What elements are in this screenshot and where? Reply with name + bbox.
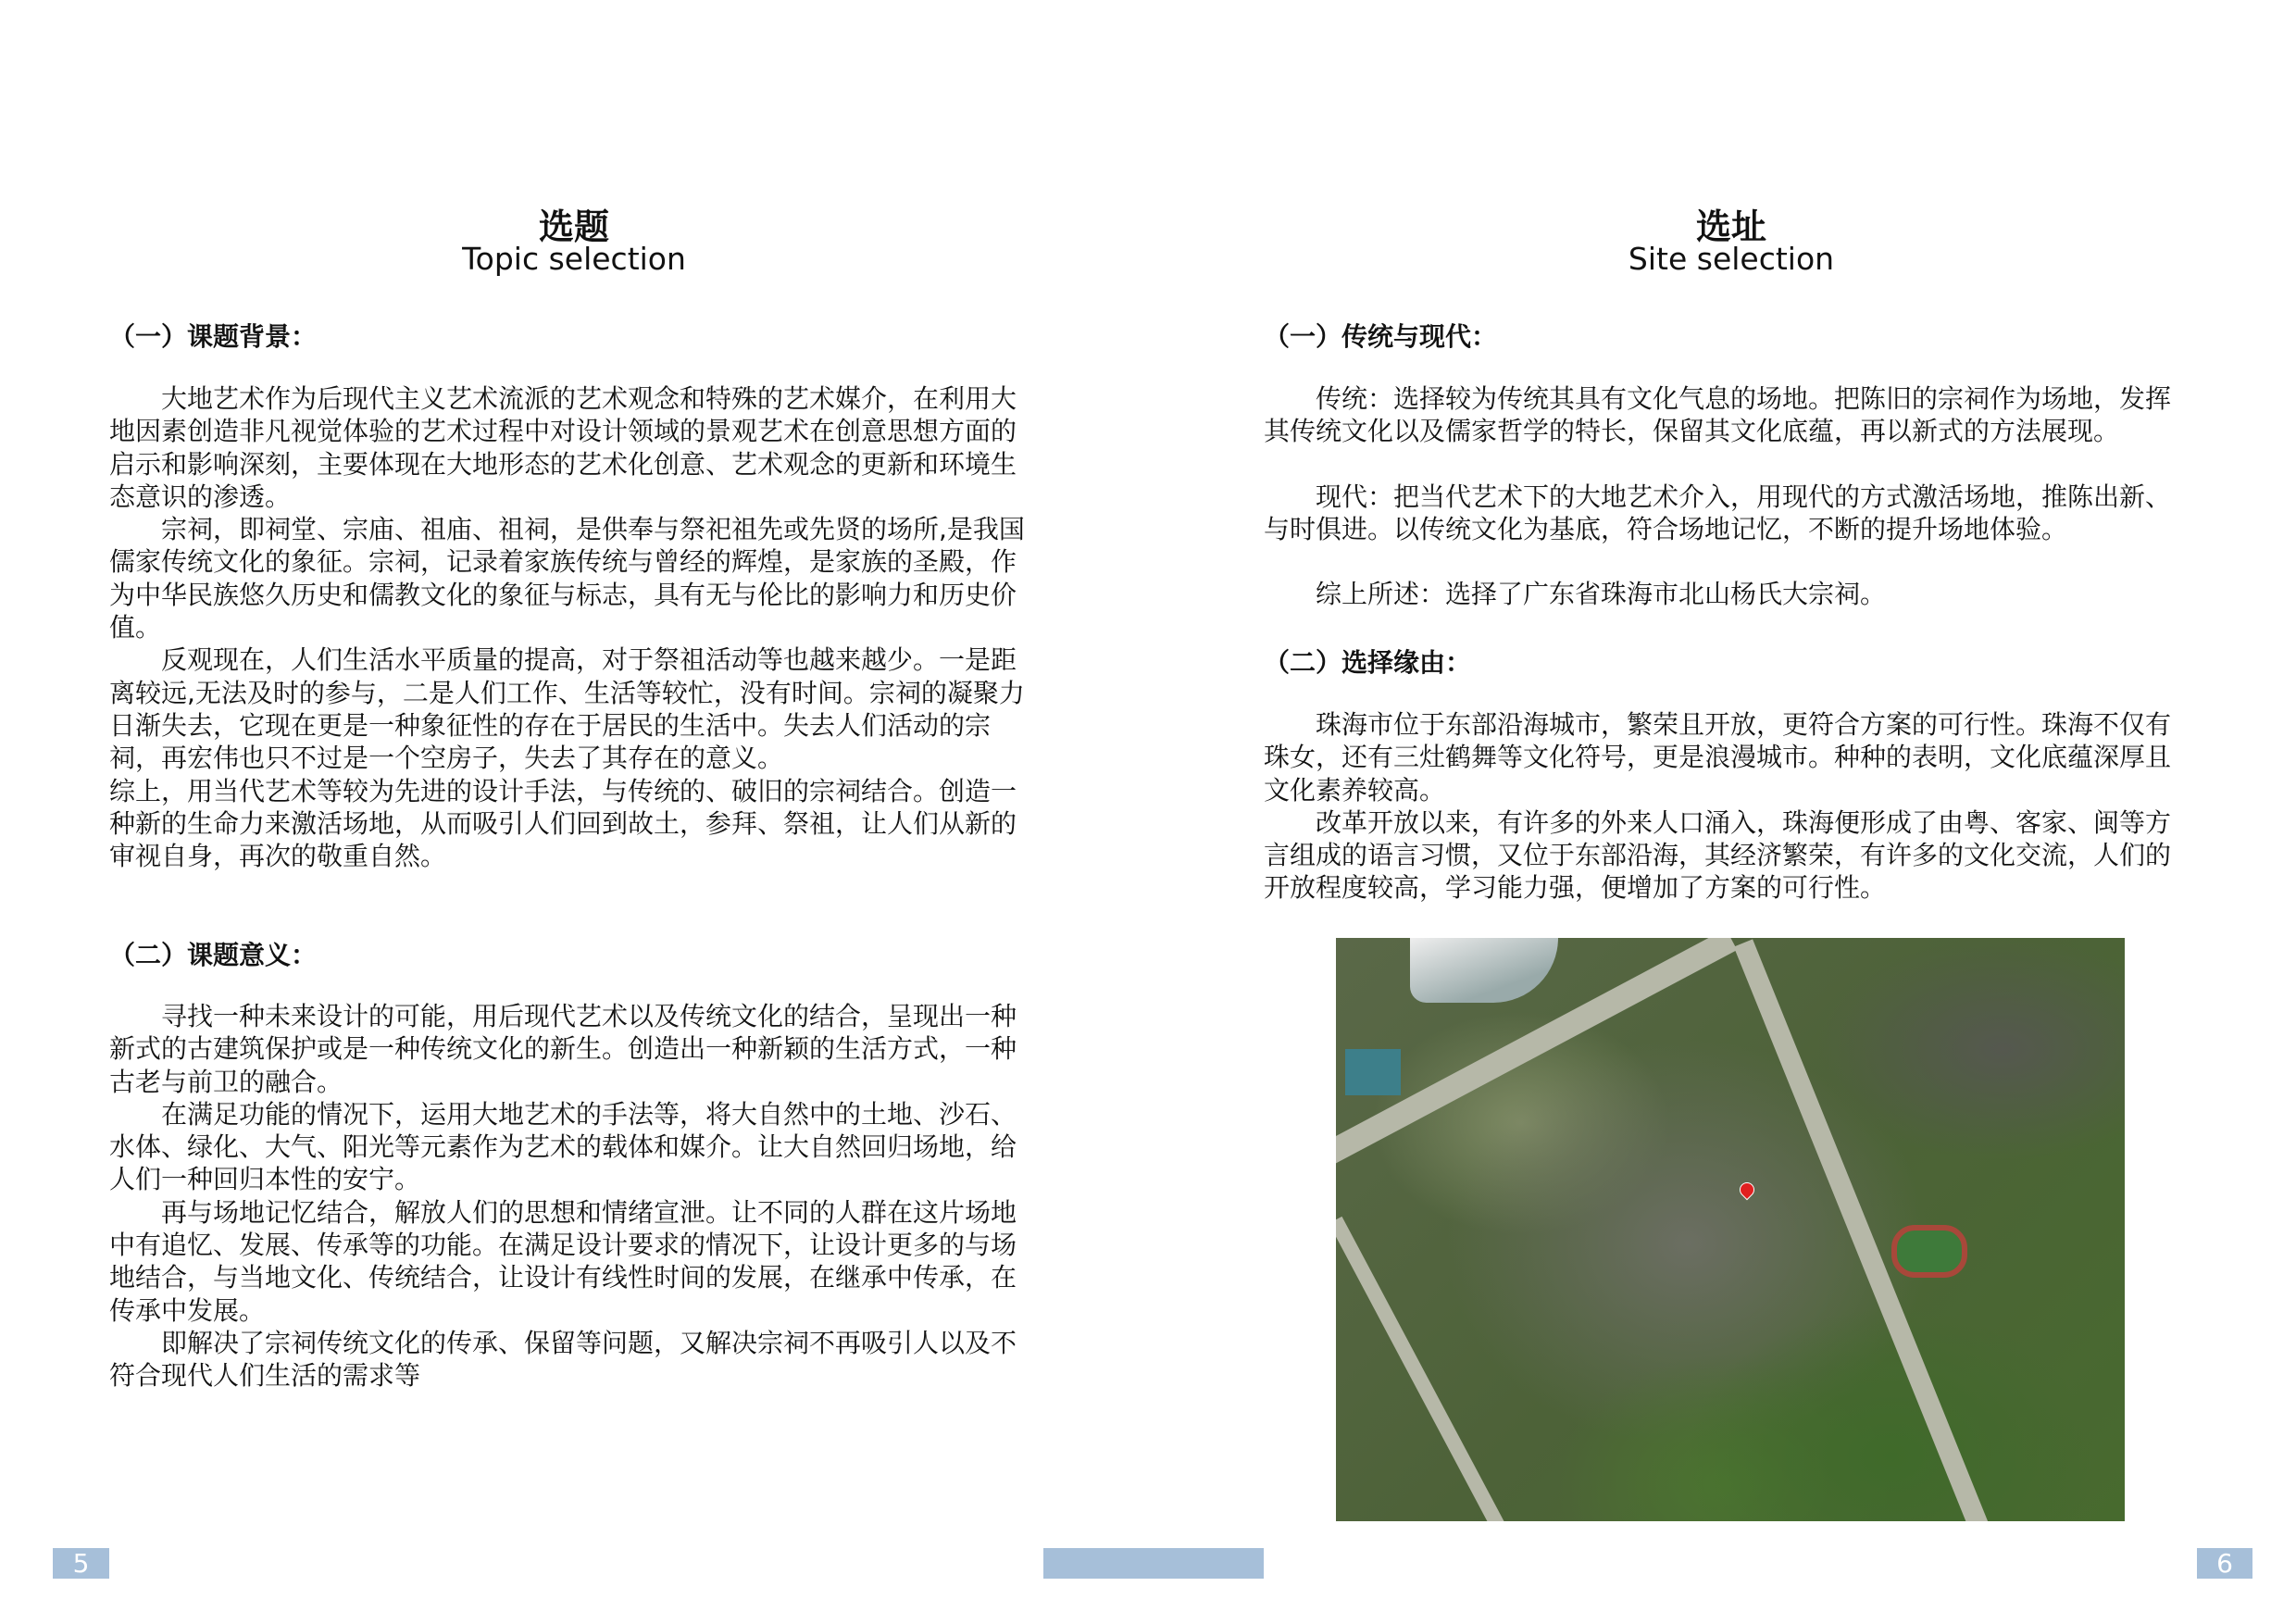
- paragraph: 大地艺术作为后现代主义艺术流派的艺术观念和特殊的艺术媒介，在利用大地因素创造非凡视觉体验的艺术过程中对设计领域的景观艺术在创意思想方面的启示和影响深刻，主要体现在大地形态的艺术化创意、艺术观念的更新和环境生态意识的渗透。: [109, 383, 1017, 512]
- center-divider-bar: [1043, 1548, 1264, 1579]
- section-heading-background: （一）课题背景：: [109, 321, 318, 352]
- road: [1336, 1217, 1525, 1521]
- paragraph: 反观现在，人们生活水平质量的提高，对于祭祖活动等也越来越少。一是距离较远,无法及时的参与，二是人们工作、生活等较忙，没有时间。宗祠的凝聚力日渐失去，它现在更是一种象征性的存在于居民的生活中。失去人们活动的宗祠，再宏伟也只不过是一个空房子，失去了其存在的意义。: [109, 644, 1025, 774]
- paragraph: 寻找一种未来设计的可能，用后现代艺术以及传统文化的结合，呈现出一种新式的古建筑保护或是一种传统文化的新生。创造出一种新颖的生活方式，一种古老与前卫的融合。: [109, 1001, 1017, 1097]
- section-heading-significance: （二）课题意义：: [109, 940, 318, 970]
- paragraph: 在满足功能的情况下，运用大地艺术的手法等，将大自然中的土地、沙石、水体、绿化、大气、阳光等元素作为艺术的载体和媒介。让大自然回归场地，给人们一种回归本性的安宁。: [109, 1098, 1017, 1195]
- background-text: [109, 382, 1040, 872]
- left-page-subtitle: Topic selection: [462, 241, 686, 277]
- paragraph: 宗祠，即祠堂、宗庙、祖庙、祖祠，是供奉与祭祀祖先或先贤的场所,是我国儒家传统文化的象征。宗祠，记录着家族传统与曾经的辉煌，是家族的圣殿，作为中华民族悠久历史和儒教文化的象征与标志，具有无与伦比的影响力和历史价值。: [109, 514, 1025, 643]
- paragraph: 综上所述：选择了广东省珠海市北山杨氏大宗祠。: [1316, 579, 1887, 610]
- paragraph: 改革开放以来，有许多的外来人口涌入，珠海便形成了由粤、客家、闽等方言组成的语言习惯，又位于东部沿海，其经济繁荣，有许多的文化交流，人们的开放程度较高，学习能力强，便增加了方案的可行性。: [1264, 806, 2172, 904]
- paragraph: 即解决了宗祠传统文化的传承、保留等问题，又解决宗祠不再吸引人以及不符合现代人们生活的需求等: [109, 1327, 1017, 1392]
- paragraph: 综上，用当代艺术等较为先进的设计手法，与传统的、破旧的宗祠结合。创造一种新的生命力来激活场地，从而吸引人们回到故土，参拜、祭祖，让人们从新的审视自身，再次的敬重自然。: [109, 775, 1017, 872]
- section-heading-reasons: （二）选择缘由：: [1264, 647, 1472, 678]
- pool: [1345, 1049, 1401, 1095]
- reasons-text: [1264, 708, 2194, 905]
- section-heading-tradition-modern: （一）传统与现代：: [1264, 321, 1498, 352]
- sports-track: [1891, 1225, 1967, 1278]
- paragraph: 传统：选择较为传统其具有文化气息的场地。把陈旧的宗祠作为场地，发挥其传统文化以及儒家哲学的特长，保留其文化底蕴，再以新式的方法展现。: [1264, 383, 2172, 447]
- significance-text: [109, 1000, 1040, 1393]
- stadium-roof: [1410, 938, 1558, 1003]
- right-page-subtitle: Site selection: [1628, 241, 1835, 277]
- page-number-right: 6: [2197, 1548, 2252, 1579]
- paragraph: 珠海市位于东部沿海城市，繁荣且开放，更符合方案的可行性。珠海不仅有珠女，还有三灶鹤舞等文化符号，更是浪漫城市。种种的表明，文化底蕴深厚且文化素养较高。: [1264, 709, 2172, 806]
- right-page-title: 选址: [1695, 206, 1766, 247]
- paragraph: 现代：把当代艺术下的大地艺术介入，用现代的方式激活场地，推陈出新、与时俱进。以传统文化为基底，符合场地记忆，不断的提升场地体验。: [1264, 481, 2172, 544]
- page-number-left: 5: [53, 1548, 109, 1579]
- tradition-modern-text: [1264, 382, 2194, 610]
- location-marker-icon: [1737, 1180, 1758, 1201]
- satellite-site-map: [1336, 938, 2125, 1521]
- paragraph: 再与场地记忆结合，解放人们的思想和情绪宣泄。让不同的人群在这片场地中有追忆、发展、传承等的功能。在满足设计要求的情况下，让设计更多的与场地结合，与当地文化、传统结合，让设计有线性时间的发展，在继承中传承，在传承中发展。: [109, 1196, 1017, 1326]
- left-page-title: 选题: [538, 206, 609, 247]
